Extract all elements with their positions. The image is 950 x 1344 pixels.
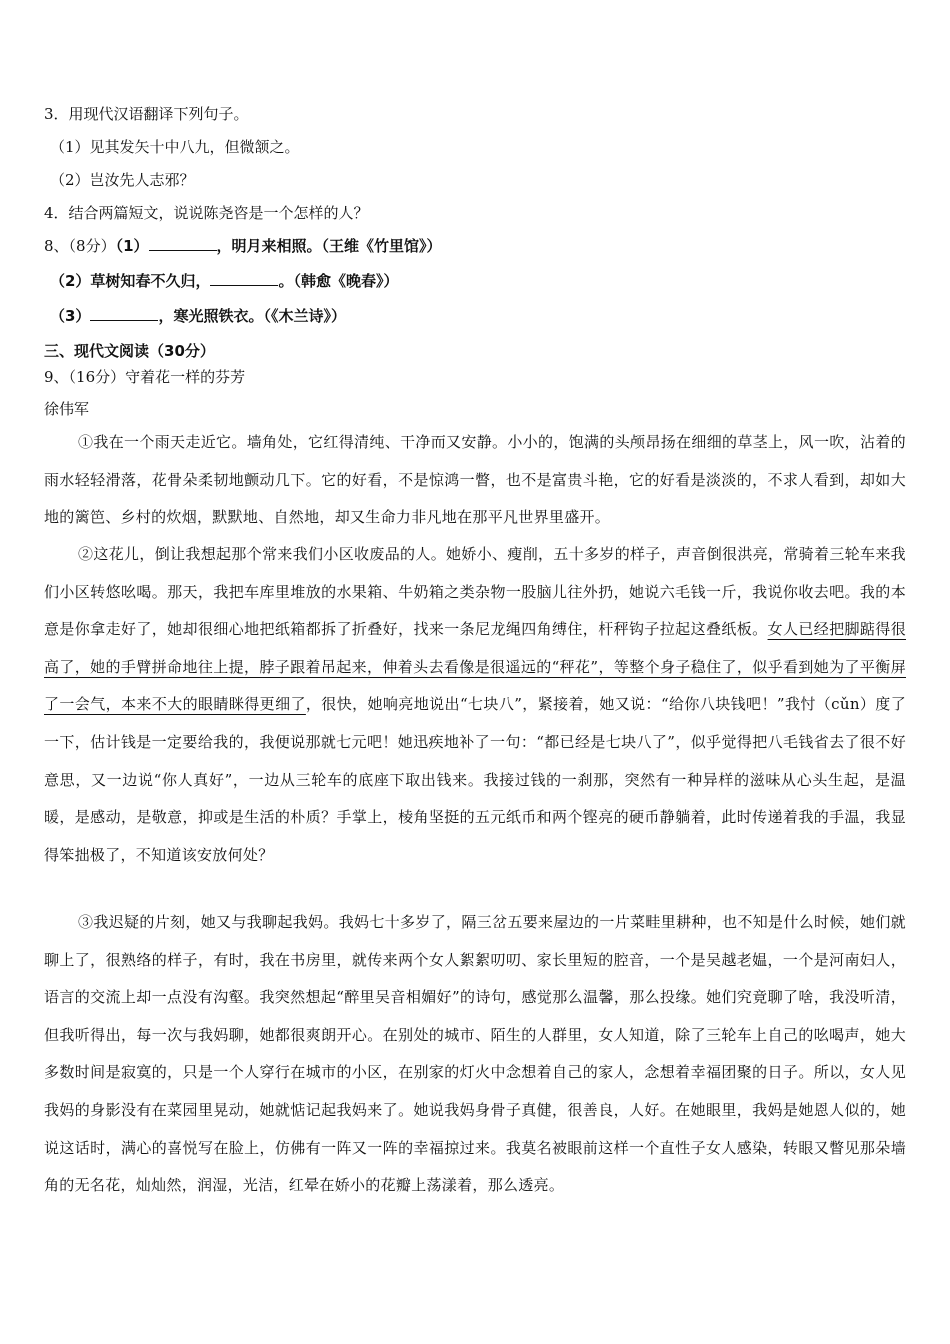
paragraph-2-underlined: 女人已经把脚踮得很高了，她的手臂拼命地往上提，脖子跟着吊起来，伸着头去看像是很遥远的“秤花”，等整个身子稳住了，似乎看到她为了平衡屏了一会气，本来不大的眼睛眯得更细了	[44, 620, 907, 714]
question-3-title: 3．用现代汉语翻译下列句子。	[44, 105, 249, 123]
fill-blank-1[interactable]	[149, 236, 217, 251]
question-8-l1-text: ，明月来相照。（王维《竹里馆》）	[216, 237, 442, 255]
question-8-line-2	[50, 271, 398, 291]
question-8-l1-label: （1）	[115, 237, 149, 255]
question-8-line-1	[44, 236, 442, 256]
question-8-l2-text-b: 。（韩愈《晚春》）	[278, 272, 399, 290]
paragraph-1	[44, 424, 906, 537]
question-8-line-3	[50, 306, 346, 326]
question-8-l2-text-a: （2）草树知春不久归，	[50, 272, 211, 290]
paragraph-3-text: ③我迟疑的片刻，她又与我聊起我妈。我妈七十多岁了，隔三岔五要来屋边的一片菜畦里耕种，也不知是什么时候，她们就聊上了，很熟络的样子，有时，我在书房里，就传来两个女人絮絮叨叨、家长里短的腔音，一个是吴越老媪，一个是河南妇人，语言的交流上却一点没有沟壑。我突然想起“醉里吴音相媚好”的诗句，感觉那么温馨，那么投缘。她们究竟聊了啥，我没听清，但我听得出，每一次与我妈聊，她都很爽朗开心。在别处的城市、陌生的人群里，女人知道，除了三轮车上自己的吆喝声，她大多数时间是寂寞的，只是一个人穿行在城市的小区，在别家的灯火中念想着自己的家人，念想着幸福团聚的日子。所以，女人见我妈的身影没有在菜园里晃动，她就惦记起我妈来了。她说我妈身骨子真健，很善良，人好。在她眼里，我妈是她恩人似的，她说这话时，满心的喜悦写在脸上，仿佛有一阵又一阵的幸福掠过来。我莫名被眼前这样一个直性子女人感染，转眼又瞥见那朵墙角的无名花，灿灿然，润湿，光洁，红晕在娇小的花瓣上荡漾着，那么透亮。	[44, 913, 906, 1195]
section-heading-modern-reading: 三、现代文阅读（30分）	[44, 342, 215, 360]
paragraph-1-text: ①我在一个雨天走近它。墙角处，它红得清纯、干净而又安静。小小的，饱满的头颅昂扬在细细的草茎上，风一吹，沾着的雨水轻轻滑落，花骨朵柔韧地颤动几下。它的好看，不是惊鸿一瞥，也不是富贵斗艳，它的好看是淡淡的，不求人看到，却如大地的篱笆、乡村的炊烟，默默地、自然地，却又生命力非凡地在那平凡世界里盛开。	[44, 433, 906, 527]
question-8-l3-text-b: ，寒光照铁衣。（《木兰诗》）	[158, 307, 346, 325]
question-8-l3-text-a: （3）	[50, 307, 91, 325]
fill-blank-2[interactable]	[210, 271, 278, 286]
paragraph-3	[44, 904, 906, 1205]
paragraph-2-text-a: ②这花儿，倒让我想起那个常来我们小区收废品的人。她娇小、瘦削，五十多岁的样子，声音倒很洪亮，常骑着三轮车来我们小区转悠吆喝。那天，我把车库里堆放的水果箱、牛奶箱之类杂物一股脑儿往外扔，她说六毛钱一斤，我说你收去吧。我的本意是你拿走好了，她却很细心地把纸箱都拆了折叠好，找来一条尼龙绳四角缚住，杆秤钩子拉起这叠纸板。	[44, 545, 906, 639]
question-8-prefix: 8、（8分）	[44, 237, 116, 255]
question-4: 4．结合两篇短文，说说陈尧咨是一个怎样的人？	[44, 204, 369, 222]
paragraph-2	[44, 536, 906, 874]
article-author: 徐伟军	[44, 400, 90, 418]
paragraph-2-text-b: ，很快，她响亮地说出“七块八”，紧接着，她又说：“给你八块钱吧！”我忖（cǔn）度了一下，估计钱是一定要给我的，我便说那就七元吧！她迅疾地补了一句：“都已经是七块八了”，似乎觉得把八毛钱省去了很不好意思，又一边说“你人真好”，一边从三轮车的底座下取出钱来。我接过钱的一刹那，突然有一种异样的滋味从心头生起，是温暖，是感动，是敬意，抑或是生活的朴质？手掌上，棱角坚挺的五元纸币和两个铿亮的硬币静躺着，此时传递着我的手温，我显得笨拙极了，不知道该安放何处？	[44, 695, 906, 864]
fill-blank-3[interactable]	[90, 306, 158, 321]
question-3-sentence-2: （2）岂汝先人志邪？	[50, 171, 195, 189]
question-9-title: 9、（16分）守着花一样的芬芳	[44, 368, 246, 386]
question-3-sentence-1: （1）见其发矢十中八九，但微颔之。	[50, 138, 300, 156]
